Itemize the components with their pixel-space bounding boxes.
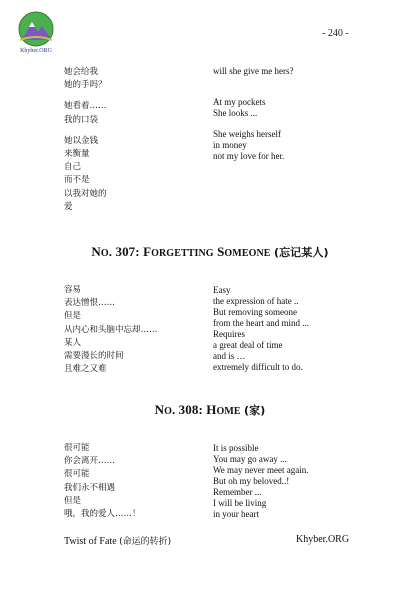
en-line: I will be living [213,498,267,508]
top-poem-english [213,66,293,170]
page-number: - 240 - [322,28,349,39]
en-line: and is … [213,351,246,361]
en-line: not my love for her. [213,151,285,161]
cn-line: 以我对她的 [64,188,107,199]
poem-307-chinese [64,284,158,376]
cn-line: 容易 [64,285,82,295]
title-part: O [100,248,109,259]
en-line: in your heart [213,509,259,519]
cn-line: 她看着…… [64,101,107,112]
cn-line: 某人 [64,337,82,348]
cn-line: 且难之又难 [64,364,107,375]
cn-stanza [64,100,107,126]
cn-line: 我们永不相遇 [64,482,116,493]
cn-line: 表达憎恨…… [64,298,116,309]
en-line: Remember ... [213,487,262,497]
en-line: will she give me hers? [213,66,294,76]
cn-line: 来衡量 [64,149,90,160]
poem-307-title [0,244,420,260]
title-number: . 308: [171,402,207,417]
footer-title-cn: (命运的转折) [119,537,172,547]
en-line: She weighs herself [213,129,281,139]
title-part: N [154,402,165,417]
en-line: It is possible [213,443,259,453]
en-stanza [213,66,293,77]
en-line: Easy [213,285,231,295]
poem-308-title [0,402,420,418]
title-chinese: (家) [244,404,266,417]
cn-line: 爱 [64,201,73,212]
cn-line: 她会给我 [64,67,99,77]
poem-308-english [213,443,308,520]
title-number: . 307: [108,244,144,259]
en-line: Requires [213,329,245,339]
cn-line: 我的口袋 [64,114,99,125]
logo-text: Khyber.ORG [20,48,52,54]
cn-stanza [64,66,107,92]
footer-title-en: Twist of Fate [64,536,120,547]
title-part: OMEONE [224,248,271,259]
en-stanza [213,129,293,162]
cn-line: 很可能 [64,469,90,480]
cn-line: 自己 [64,162,82,173]
cn-line: 而不是 [64,175,90,186]
poem-307-english [213,285,309,373]
cn-line: 但是 [64,495,82,506]
en-line: You may go away ... [213,454,287,464]
footer-site: Khyber.ORG [296,534,350,545]
en-line: She looks ... [213,108,258,118]
title-part: OME [216,406,241,417]
title-part: F [143,244,152,259]
cn-line: 你会离开…… [64,456,116,467]
en-line: But oh my beloved..! [213,476,290,486]
poem-308-chinese [64,442,141,521]
cn-line: 从内心和头脑中忘却…… [64,324,158,335]
cn-line: 需要漫长的时间 [64,351,124,362]
mountain-logo-icon [14,10,58,48]
en-line: We may never meet again. [213,465,309,475]
en-line: But removing someone [213,307,297,317]
cn-line: 但是 [64,311,82,322]
cn-line: 哦，我的爱人……！ [64,509,141,520]
en-line: from the heart and mind ... [213,318,309,328]
cn-line: 她的手吗？ [64,80,107,91]
title-part: O [164,406,172,417]
footer-book-title [64,534,171,547]
cn-line: 她以金钱 [64,135,99,146]
cn-line: 很可能 [64,443,90,453]
title-part: N [91,244,101,259]
en-line: At my pockets [213,97,266,107]
title-part: S [217,244,225,259]
cn-stanza [64,135,107,214]
en-line: in money [213,140,247,150]
en-line: a great deal of time [213,340,283,350]
en-stanza [213,97,293,119]
title-chinese: (忘记某人) [273,246,329,259]
en-line: the expression of hate .. [213,296,299,306]
title-part: H [206,402,217,417]
top-poem-chinese [64,66,107,222]
en-line: extremely difficult to do. [213,362,303,372]
title-part: ORGETTING [151,248,214,259]
khyber-logo [14,10,58,56]
